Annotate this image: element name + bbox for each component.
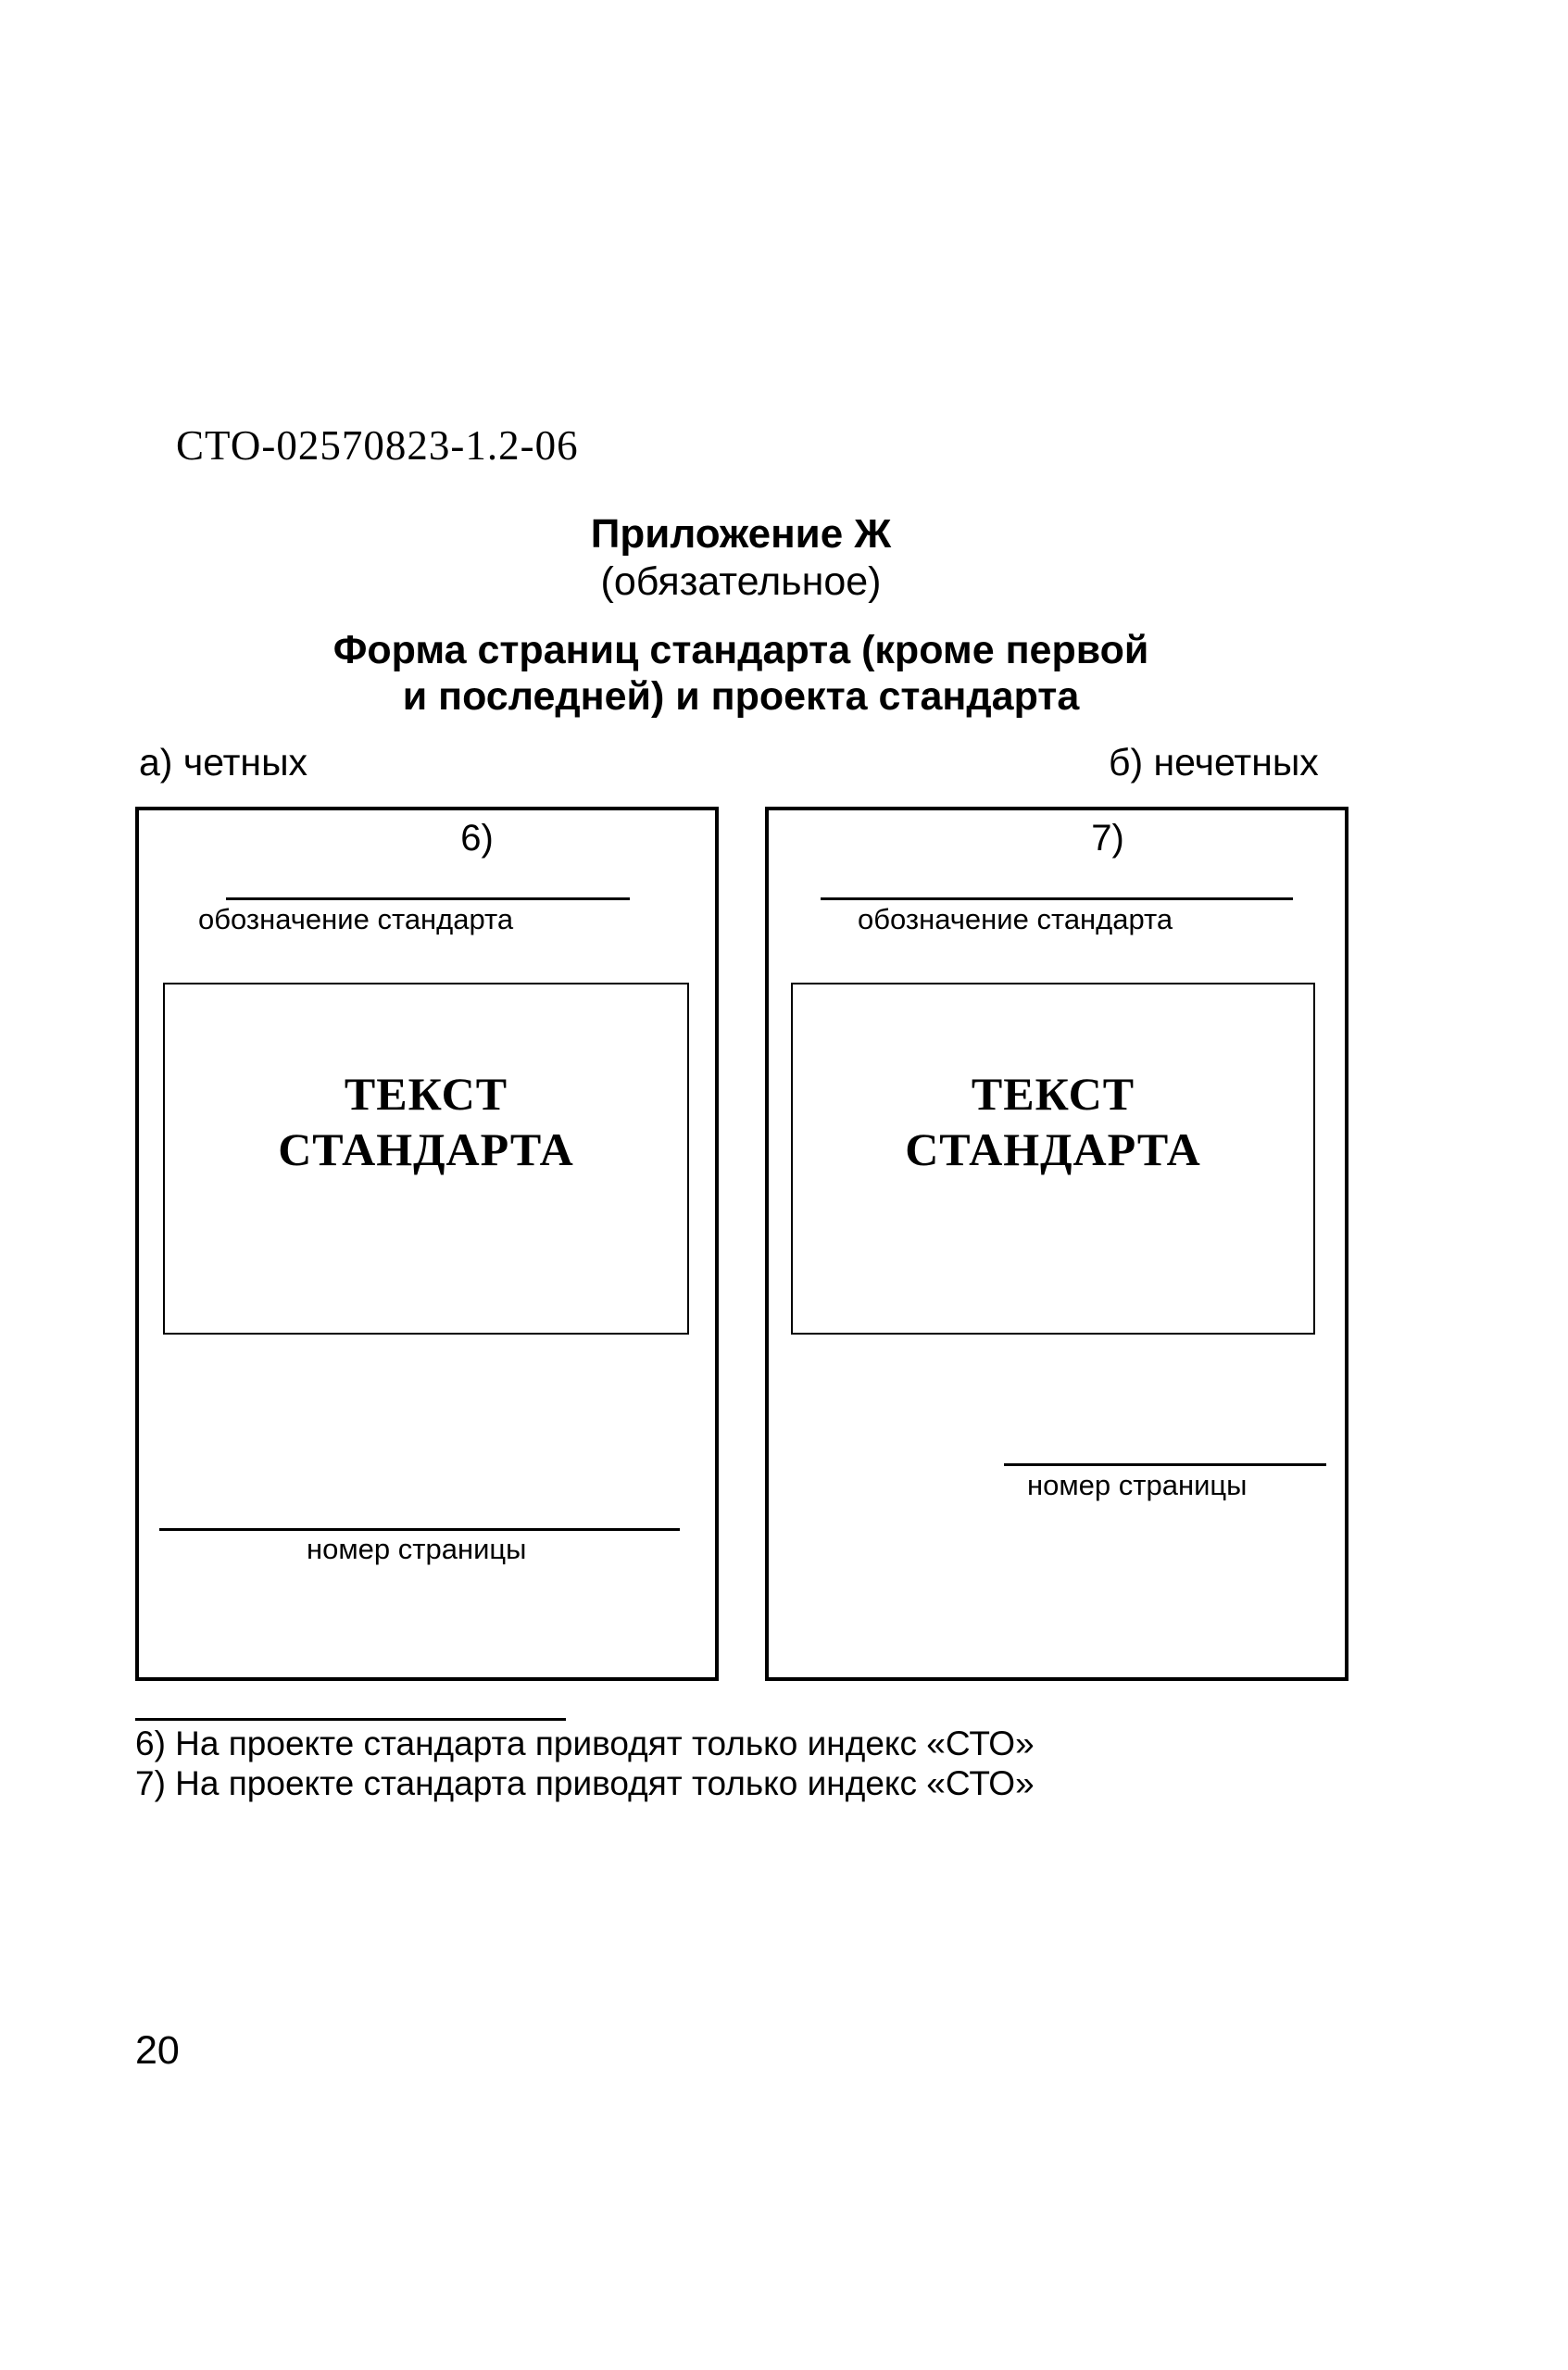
- odd-footnote-mark: 7): [1091, 818, 1124, 859]
- even-text-line-2: СТАНДАРТА: [278, 1123, 574, 1175]
- odd-page-number-caption: номер страницы: [1027, 1469, 1248, 1501]
- even-content-box: [163, 983, 689, 1335]
- even-page-form: [135, 807, 719, 1681]
- even-page-number-caption: номер страницы: [307, 1533, 527, 1565]
- form-title-line-1: Форма страниц стандарта (кроме первой: [332, 628, 1149, 672]
- designation-line: [226, 897, 630, 900]
- even-footnote-mark: 6): [460, 818, 494, 859]
- odd-content-box: [791, 983, 1315, 1335]
- page-number-line: [159, 1528, 680, 1531]
- document-code: СТО-02570823-1.2-06: [176, 422, 579, 469]
- odd-page-form: [765, 807, 1348, 1681]
- footnote-6: 6) На проекте стандарта приводят только индекс «СТО»: [135, 1724, 1035, 1762]
- even-designation-caption: обозначение стандарта: [198, 903, 514, 935]
- odd-pages-label: б) нечетных: [1109, 741, 1319, 784]
- footnote-separator: [135, 1718, 566, 1721]
- page-number: 20: [135, 2028, 180, 2073]
- page-number-line: [1004, 1463, 1326, 1466]
- designation-line: [821, 897, 1293, 900]
- odd-text-line-2: СТАНДАРТА: [905, 1123, 1201, 1175]
- form-title-line-2: и последней) и проекта стандарта: [402, 674, 1080, 719]
- appendix-note: (обязательное): [600, 559, 882, 604]
- odd-text-line-1: ТЕКСТ: [971, 1068, 1135, 1120]
- even-text-line-1: ТЕКСТ: [344, 1068, 508, 1120]
- footnote-7: 7) На проекте стандарта приводят только индекс «СТО»: [135, 1764, 1035, 1802]
- odd-designation-caption: обозначение стандарта: [858, 903, 1173, 935]
- even-pages-label: а) четных: [139, 741, 308, 784]
- appendix-title: Приложение Ж: [590, 511, 892, 557]
